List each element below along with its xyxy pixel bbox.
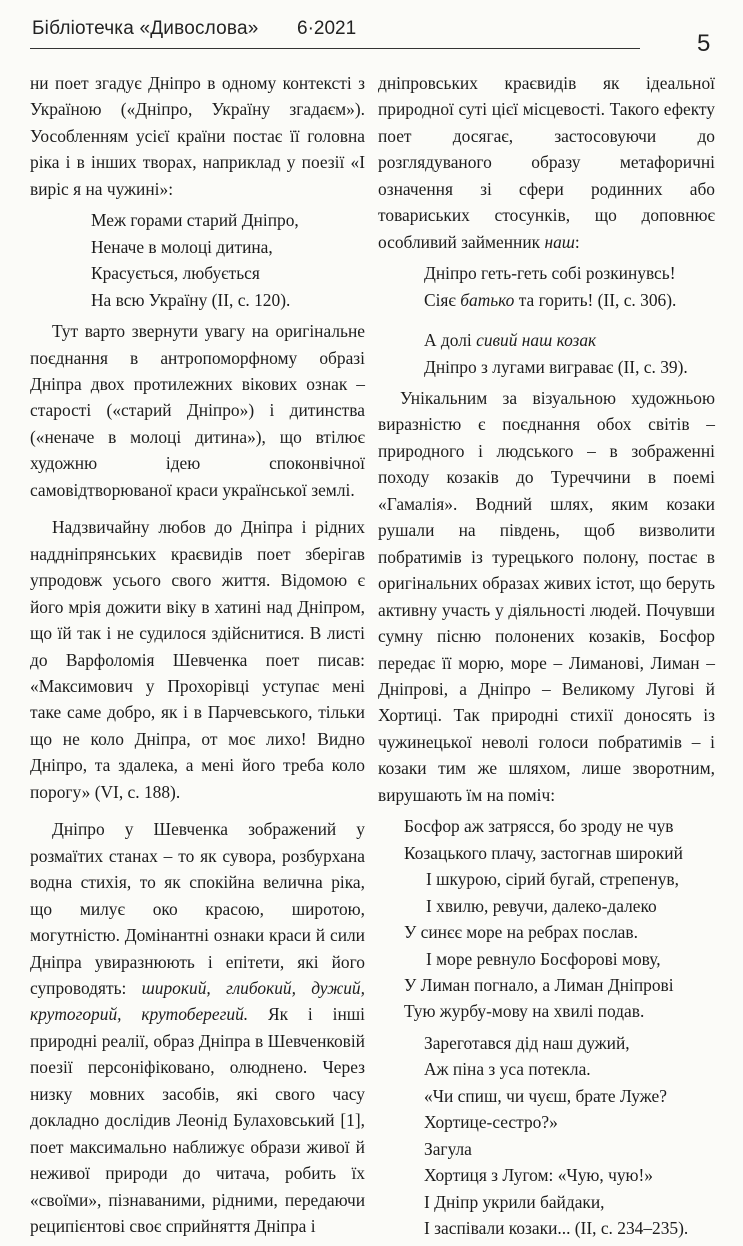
poem-line: І море ревнуло Босфорові мову, — [426, 948, 661, 969]
poem-line: Хортиця з Лугом: «Чую, чую!» — [424, 1165, 654, 1186]
text-run: : — [574, 231, 580, 252]
running-header — [30, 14, 720, 57]
paragraph: Надзвичайну любов до Дніпра і рідних наддніпрянських краєвидів поет зберігав упродовж усього свого життя. Відомою є його мрія дожити віку в хатині над Дніпром, що їй так і не судилося здійснитися. В листі до Варфоломія Шевченка поет писав: «Максимович у Прохорівці уступає мені таке саме добро, як і в Парчевського, тільки що не коло Дніпра, от моє лихо! Видно Дніпро, та здалека, а мені його треба коло порогу» (VI, с. 188). — [30, 517, 365, 802]
poem-line: Аж піна з уса потекла. — [424, 1059, 591, 1080]
poem-line: Загула — [424, 1138, 472, 1159]
poem-line: І хвилю, ревучи, далеко-далеко — [426, 895, 657, 916]
right-column — [378, 70, 715, 1246]
poem-line — [424, 327, 715, 353]
italic-word: батько — [460, 289, 515, 310]
poem-line: У синєє море на ребрах послав. — [404, 922, 638, 943]
text-run: Як і інші природні реалії, образ Дніпра в Шевченковій поезії персоніфіковано, олюднено. Через низку мовних засобів, які свого часу докладно дослідив Леонід Булаховський [1], поет максимально наближує образи живої й неживої природи до читача, робить їх «своїми», пізнаваними, рідними, передаючи реципієнтові своє сприйняття Дніпра і — [30, 1004, 365, 1237]
poem-quote — [378, 327, 715, 380]
text-run: дніпровських краєвидів як ідеальної природної суті цієї місцевості. Такого ефекту поет досягає, застосовуючи до розглядуваного образу метафоричні означення зі сфери родинних або товариських стосунків, що доповнює особливий займенник — [378, 73, 715, 252]
paragraph — [30, 816, 365, 1239]
poem-line: І шкурою, сірий бугай, стрепенув, — [426, 869, 679, 890]
poem-line: Босфор аж затрясся, бо зроду не чув — [404, 816, 674, 837]
poem-line: Меж горами старий Дніпро, — [91, 210, 299, 231]
paragraph: Унікальним за візуальною художньою виразністю є поєднання обох світів – природного і людського – в зображенні походу козаків до Туреччини в поемі «Гамалія». Водний шлях, яким козаки рушали на південь, щоб визволити побратимів із турецького полону, постає в оригінальних образах живих істот, що беруть активну участь у діяльності людей. Почувши сумну пісню полонених козаків, Босфор передає її морю, море – Лиманові, Лиман – Дніпрові, а Дніпро – Великому Лугові й Хортиці. Так природні стихії доносять із чужинецької неволі голоси побратимів – і козаки тим же шляхом, лише зворотним, вирушають їм на поміч: — [378, 387, 715, 805]
epithets-italic: широкий, глибокий, дужий, крутогорий, крутоберегий. — [30, 977, 365, 1025]
poem-quote — [30, 207, 365, 313]
poem-line: Дніпро з лугами виграває (ІІ, с. 39). — [424, 356, 688, 377]
poem-line: І Дніпр укрили байдаки, — [424, 1191, 605, 1212]
left-column — [30, 70, 365, 1239]
poem-quote — [378, 260, 715, 313]
journal-title: Бібліотечка «Дивослова» — [32, 18, 259, 39]
italic-phrase: сивий наш козак — [476, 330, 597, 351]
poem-line: На всю Україну (ІІ, с. 120). — [91, 289, 291, 310]
header-rule — [30, 48, 640, 49]
poem-line — [424, 287, 715, 313]
poem-line: Дніпро геть-геть собі розкинувсь! — [424, 263, 676, 284]
poem-line: Красується, любується — [91, 263, 260, 284]
page-number: 5 — [697, 30, 711, 57]
poem-line: Зареготався дід наш дужий, — [424, 1032, 630, 1053]
poem-line: Козацького плачу, застогнав широкий — [404, 842, 683, 863]
text-run: Сіяє — [424, 289, 461, 310]
paragraph: Тут варто звернути увагу на оригінальне поєднання в антропоморфному образі Дніпра двох протилежних вікових ознак – старості («старий Дніпро») і дитинства («неначе в молоці дитина»), що втілює художню ідею споконвічної самовідтворюваної краси української землі. — [30, 321, 365, 500]
italic-word: наш — [544, 231, 575, 252]
poem-quote — [378, 813, 715, 1025]
poem-line: Хортице-сестро?» — [424, 1112, 558, 1133]
text-run: Дніпро у Шевченка зображений у розмаїтих станах – то як сувора, розбурхана водна стихія, то як спокійна велична ріка, що милує око красою, широтою, могутністю. Домінантні ознаки краси й сили Дніпра увиразнюють і епітети, які його супроводять: — [30, 819, 365, 998]
poem-line: У Лиман погнало, а Лиман Дніпрові — [404, 974, 674, 995]
paragraph: ни поет згадує Дніпро в одному контексті з Україною («Дніпро, Україну згадаєм»). Уособленням усієї країни постає її головна ріка і в інших творах, наприклад у поезії «І виріс я на чужині»: — [30, 73, 365, 199]
poem-quote — [378, 1030, 715, 1242]
issue-number: 6·2021 — [297, 18, 357, 39]
poem-line: І заспівали козаки... (ІІ, с. 234–235). — [424, 1218, 689, 1239]
paragraph — [378, 70, 715, 255]
poem-line: Неначе в молоці дитина, — [91, 236, 273, 257]
poem-line: Тую журбу-мову на хвилі подав. — [404, 1001, 645, 1022]
text-run: А долі — [424, 330, 477, 351]
poem-line: «Чи спиш, чи чуєш, брате Луже? — [424, 1085, 667, 1106]
text-run: та горить! (ІІ, с. 306). — [514, 289, 677, 310]
